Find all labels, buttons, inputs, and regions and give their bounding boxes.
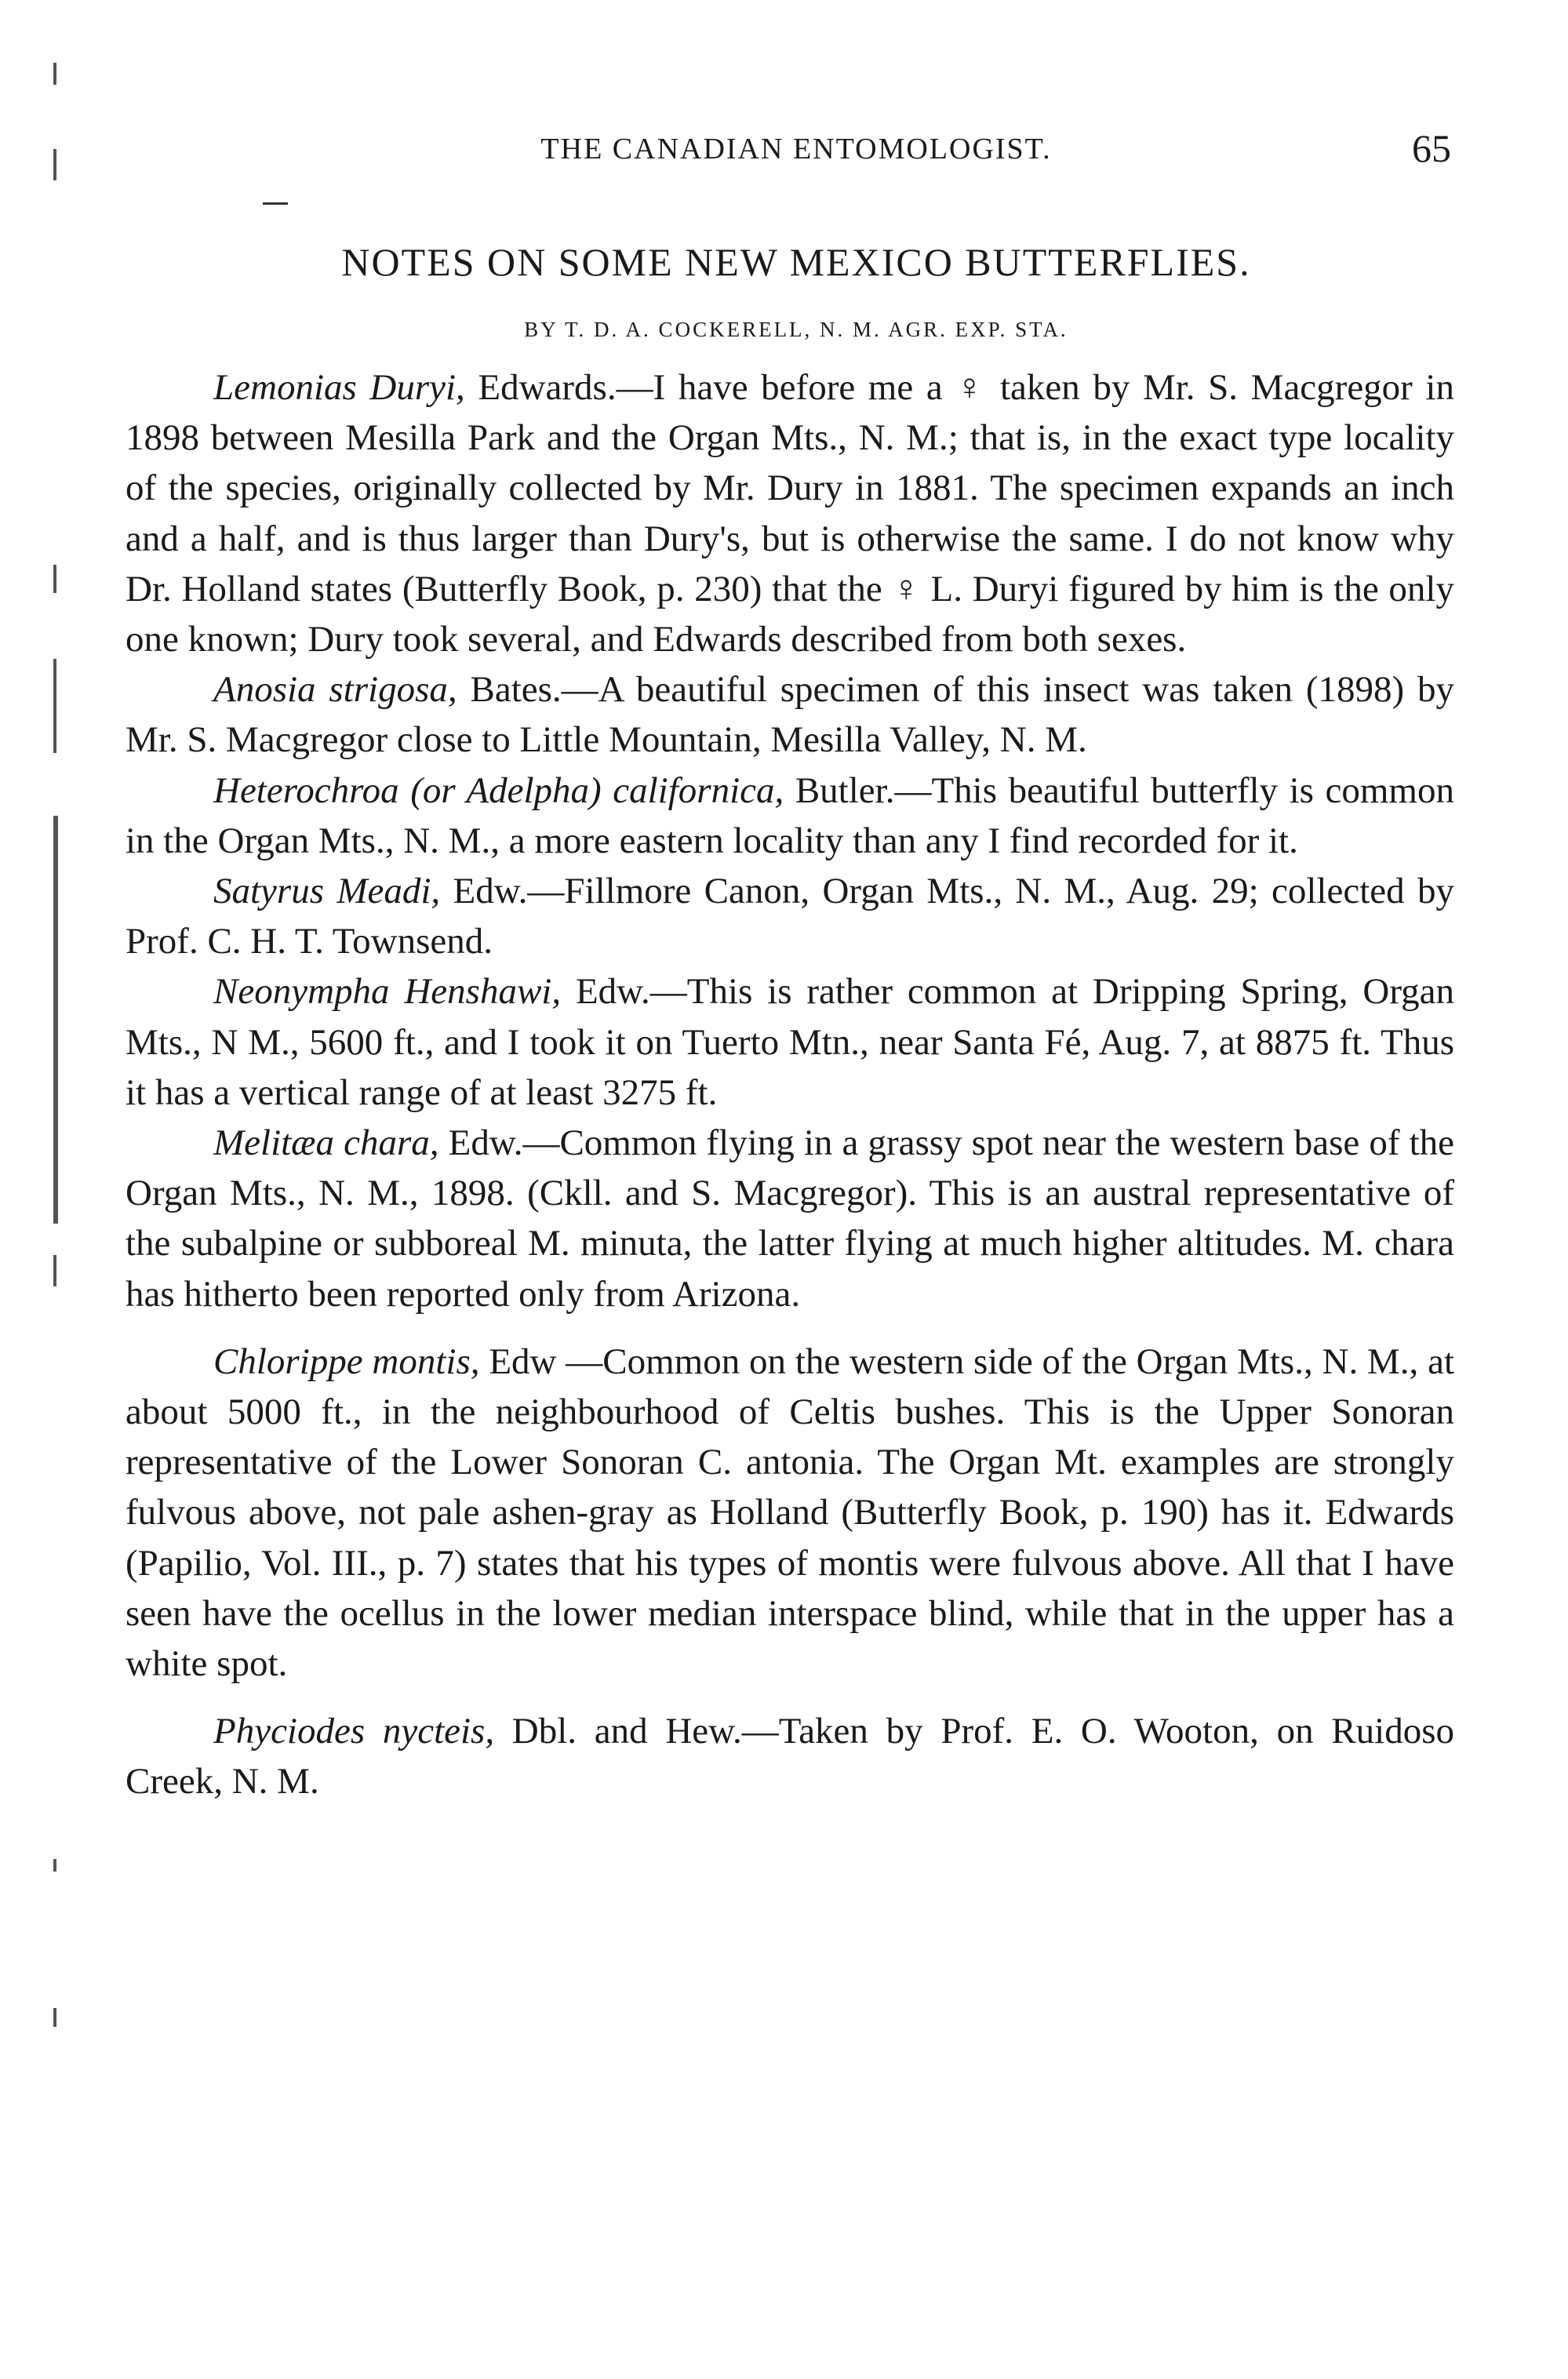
binding-shadow [53,816,58,1224]
gutter-speck [53,63,56,85]
entry-text: Edw.—Fillmore Canon, Organ Mts., N. M., Aug. 29; collected by Prof. C. H. T. Townsend. [126,871,1454,962]
entry-neonympha-henshawi [126,966,1454,1118]
entry-text: Edwards.—I have before me a ♀ taken by Mr. S. Macgregor in 1898 between Mesilla Park and the Organ Mts., N. M.; that is, in the exact type locality of the species, originally collected by Mr. Dury in 1881. The specimen expands an inch and a half, and is thus larger than Dury's, but is otherwise the same. I do not know why Dr. Holland states (Butterfly Book, p. 230) that the ♀ L. Duryi figured by him is the only one known; Dury took several, and Edwards described from both sexes. [126,367,1454,660]
entry-anosia-strigosa [126,664,1454,765]
running-head [126,126,1467,179]
article-body [126,362,1454,1807]
gutter-speck [53,149,56,180]
article-title: NOTES ON SOME NEW MEXICO BUTTERFLIES. [341,240,1251,284]
entry-phyciodes-nycteis [126,1706,1454,1806]
entry-text: Edw.—This is rather common at Dripping Spring, Organ Mts., N M., 5600 ft., and I took it on Tuerto Mtn., near Santa Fé, Aug. 7, at 8875 ft. Thus it has a vertical range of at least 3275 ft. [126,971,1454,1113]
species-name: Lemonias Duryi, [213,367,465,408]
gutter-speck [53,2008,56,2027]
entry-text: Edw —Common on the western side of the Organ Mts., N. M., at about 5000 ft., in the neighbourhood of Celtis bushes. This is the Upper Sonoran representative of the Lower Sonoran C. antonia. The Organ Mt. examples are strongly fulvous above, not pale ashen-gray as Holland (Butterfly Book, p. 190) has it. Edwards (Papilio, Vol. III., p. 7) states that his types of montis were fulvous above. All that I have seen have the ocellus in the lower median interspace blind, while that in the upper has a white spot. [126,1340,1454,1685]
gutter-speck [53,565,56,593]
species-name: Melitæa chara, [213,1122,439,1164]
binding-gutter [45,31,77,2353]
entry-text: Edw.—Common flying in a grassy spot near the western base of the Organ Mts., N. M., 1898. (Ckll. and S. Macgregor). This is an austral representative of the subalpine or subboreal M. minuta, the latter flying at much higher altitudes. M. chara has hitherto been reported only from Arizona. [126,1122,1455,1315]
species-name: Anosia strigosa, [213,669,457,711]
entry-text: Dbl. and Hew.—Taken by Prof. E. O. Wooton, on Ruidoso Creek, N. M. [126,1711,1454,1802]
species-name: Neonympha Henshawi, [213,971,562,1013]
gutter-speck [53,1255,56,1286]
species-name: Satyrus Meadi, [213,871,441,912]
entry-heterochroa-californica [126,766,1454,866]
entry-satyrus-meadi [126,866,1454,966]
entry-text: Butler.—This beautiful butterfly is common in the Organ Mts., N. M., a more eastern locality than any I find recorded for it. [126,769,1454,861]
species-name: Phyciodes nycteis, [213,1711,495,1752]
page-number: 65 [1412,126,1451,170]
species-name: Heterochroa (or Adelpha) californica, [213,769,784,811]
gutter-speck [53,1859,56,1872]
entry-text: Bates.—A beautiful specimen of this insect was taken (1898) by Mr. S. Macgregor close to Little Mountain, Mesilla Valley, N. M. [126,669,1454,761]
entry-melitaea-chara [126,1118,1454,1319]
byline: BY T. D. A. COCKERELL, N. M. AGR. EXP. STA. [524,318,1068,341]
entry-lemonias-duryi [126,362,1454,664]
running-title: THE CANADIAN ENTOMOLOGIST. [540,133,1052,166]
gutter-speck [53,659,56,753]
species-name: Chlorippe montis, [213,1340,480,1382]
entry-chlorippe-montis [126,1337,1454,1689]
short-rule [263,202,288,205]
